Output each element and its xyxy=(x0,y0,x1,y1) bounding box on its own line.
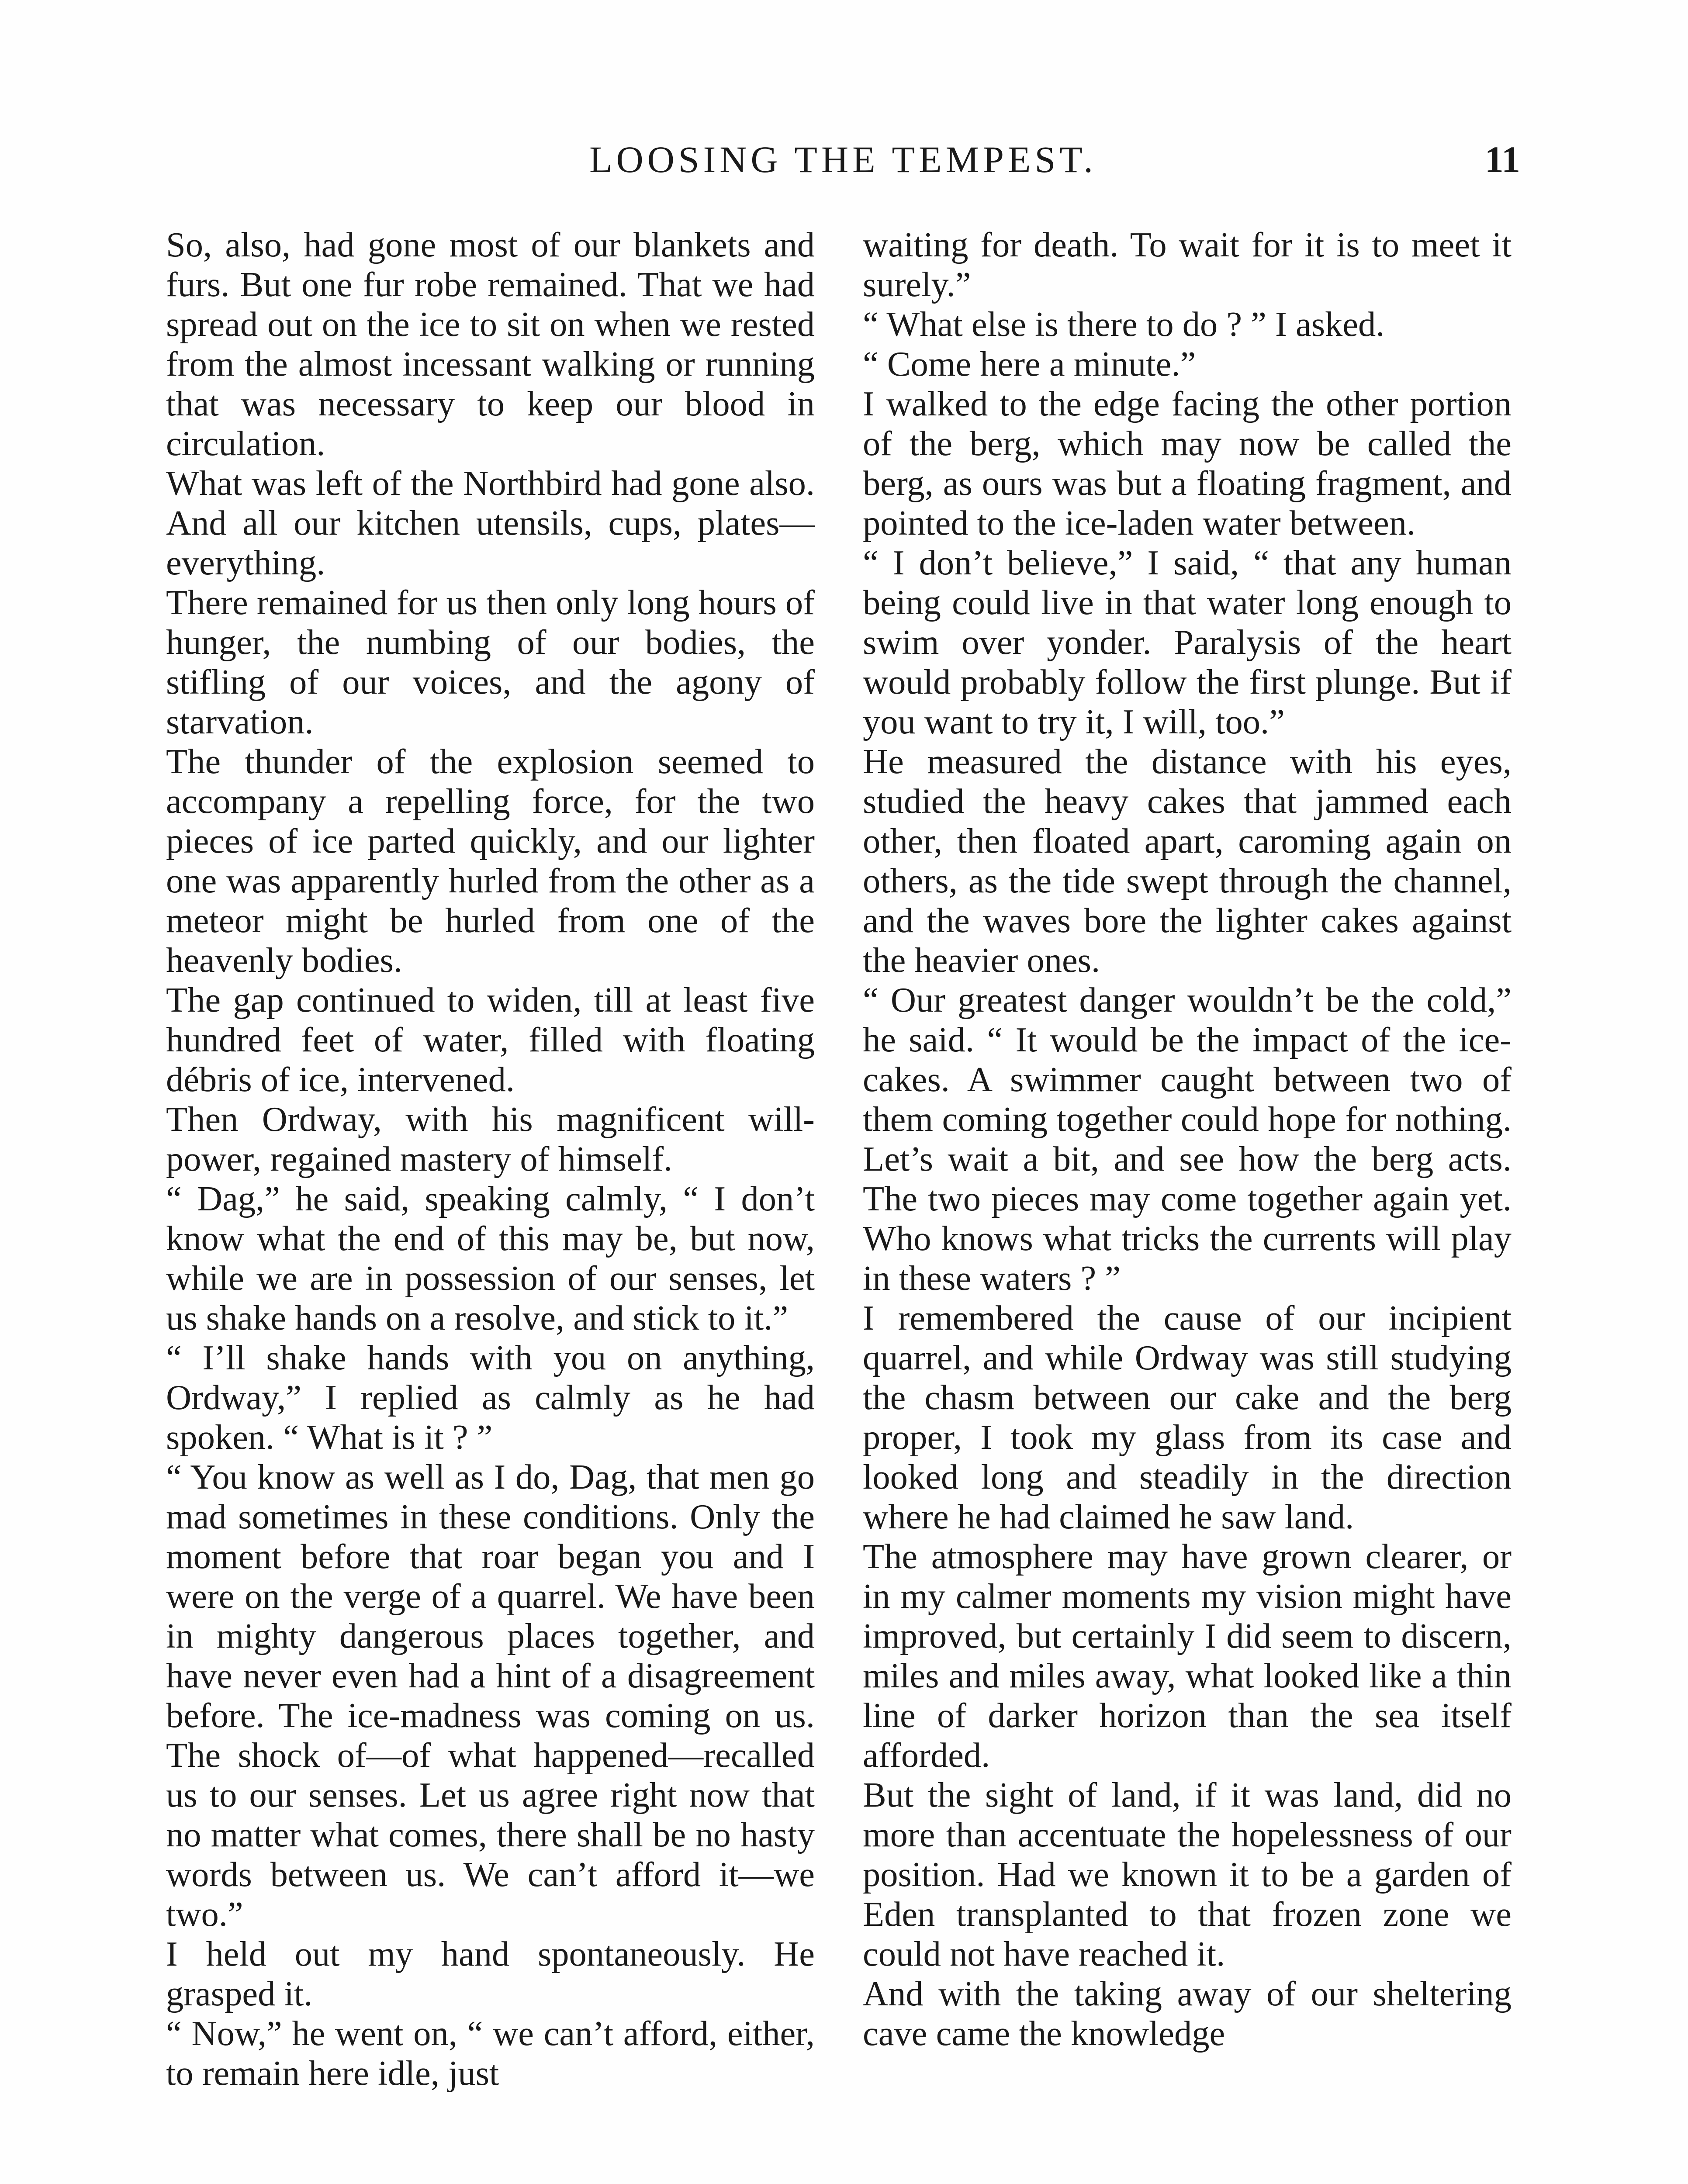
right-paragraph: He measured the distance with his eyes, studied the heavy cakes that jammed each other, then floated apart, caroming again on others, as the tide swept through the channel, and the waves bore the lighter cakes against the heavier ones. xyxy=(863,742,1512,980)
left-paragraph: I held out my hand spontaneously. He grasped it. xyxy=(166,1935,815,2013)
left-paragraph: “ Dag,” he said, speaking calmly, “ I don’t know what the end of this may be, but now, while we are in possession of our senses, let us shake hands on a resolve, and stick to it.” xyxy=(166,1179,815,1337)
right-paragraph: “ I don’t believe,” I said, “ that any human being could live in that water long enough to swim over yonder. Paralysis of the heart would probably follow the first plunge. But if you want to try it, I will, too.” xyxy=(863,543,1512,741)
right-paragraph: I walked to the edge facing the other portion of the berg, which may now be called the berg, as ours was but a floating fragment, and pointed to the ice-laden water between. xyxy=(863,384,1512,543)
left-paragraph: There remained for us then only long hours of hunger, the numbing of our bodies, the stifling of our voices, and the agony of starvation. xyxy=(166,583,815,741)
left-text-column xyxy=(166,225,815,2184)
left-paragraph: “ I’ll shake hands with you on anything, Ordway,” I replied as calmly as he had spoken. “ What is it ? ” xyxy=(166,1338,815,1457)
page-number: 11 xyxy=(1484,138,1520,180)
right-paragraph: “ Come here a minute.” xyxy=(863,345,1196,384)
left-paragraph: What was left of the Northbird had gone also. And all our kitchen utensils, cups, plates—everything. xyxy=(166,464,815,582)
left-paragraph: The thunder of the explosion seemed to accompany a repelling force, for the two pieces of ice parted quickly, and our lighter one was apparently hurled from the other as a meteor might be hurled from one of the heavenly bodies. xyxy=(166,742,815,980)
right-paragraph: waiting for death. To wait for it is to meet it surely.” xyxy=(863,225,1512,304)
right-paragraph: And with the taking away of our sheltering cave came the knowledge xyxy=(863,1974,1512,2053)
right-paragraph: The atmosphere may have grown clearer, or in my calmer moments my vision might have improved, but certainly I did seem to discern, miles and miles away, what looked like a thin line of darker horizon than the sea itself afforded. xyxy=(863,1537,1512,1775)
right-paragraph: But the sight of land, if it was land, did no more than accentuate the hopelessness of our position. Had we known it to be a garden of Eden transplanted to that frozen zone we could not have reached it. xyxy=(863,1776,1512,1973)
right-paragraph: “ What else is there to do ? ” I asked. xyxy=(863,305,1385,344)
right-text-column xyxy=(863,225,1512,2184)
left-paragraph: The gap continued to widen, till at least five hundred feet of water, filled with floating débris of ice, intervened. xyxy=(166,981,815,1099)
running-title: LOOSING THE TEMPEST. xyxy=(589,138,1097,180)
left-paragraph: “ You know as well as I do, Dag, that men go mad sometimes in these conditions. Only the moment before that roar began you and I were on the verge of a quarrel. We have been in mighty dangerous places together, and have never even had a hint of a disagreement before. The ice-madness was coming on us. The shock of—of what happened—recalled us to our senses. Let us agree right now that no matter what comes, there shall be no hasty words between us. We can’t afford it—we two.” xyxy=(166,1458,815,1934)
right-paragraph: I remembered the cause of our incipient quarrel, and while Ordway was still studying the chasm between our cake and the berg proper, I took my glass from its case and looked long and steadily in the direction where he had claimed he saw land. xyxy=(863,1299,1512,1536)
left-paragraph: Then Ordway, with his magnificent will-power, regained mastery of himself. xyxy=(166,1100,815,1178)
left-paragraph: So, also, had gone most of our blankets and furs. But one fur robe remained. That we had spread out on the ice to sit on when we rested from the almost incessant walking or running that was necessary to keep our blood in circulation. xyxy=(166,225,815,463)
running-head xyxy=(166,131,1520,188)
left-paragraph: “ Now,” he went on, “ we can’t afford, either, to remain here idle, just xyxy=(166,2014,815,2093)
right-paragraph: “ Our greatest danger wouldn’t be the cold,” he said. “ It would be the impact of the ice-cakes. A swimmer caught between two of them coming together could hope for nothing. Let’s wait a bit, and see how the berg acts. The two pieces may come together again yet. Who knows what tricks the currents will play in these waters ? ” xyxy=(863,981,1512,1298)
